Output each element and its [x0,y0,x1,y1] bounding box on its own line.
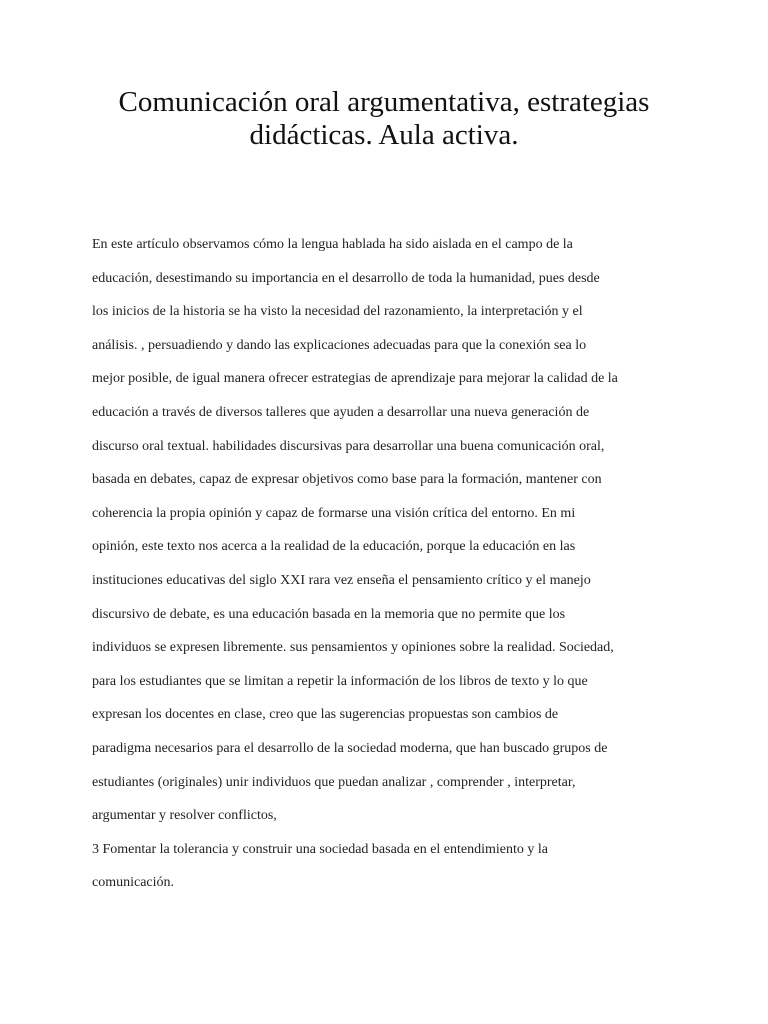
body-line: expresan los docentes en clase, creo que las sugerencias propuestas son cambios de [92,707,559,723]
body-line: para los estudiantes que se limitan a repetir la información de los libros de texto y lo que [92,673,588,689]
body-line: paradigma necesarios para el desarrollo de la sociedad moderna, que han buscado grupos de [92,740,608,756]
body-line: análisis. , persuadiendo y dando las explicaciones adecuadas para que la conexión sea lo [92,337,587,353]
body-line: basada en debates, capaz de expresar objetivos como base para la formación, mantener con [92,472,602,488]
body-line: discurso oral textual. habilidades discursivas para desarrollar una buena comunicación oral, [92,438,605,454]
body-line: instituciones educativas del siglo XXI rara vez enseña el pensamiento crítico y el manejo [92,572,591,588]
body-line: opinión, este texto nos acerca a la realidad de la educación, porque la educación en las [92,539,576,555]
document-title [60,86,708,152]
body-line: individuos se expresen libremente. sus pensamientos y opiniones sobre la realidad. Sociedad, [92,640,614,656]
body-line: estudiantes (originales) unir individuos que puedan analizar , comprender , interpretar, [92,774,576,790]
body-line: educación a través de diversos talleres que ayuden a desarrollar una nueva generación de [92,404,590,420]
point-line: comunicación. [92,875,175,891]
body-line: los inicios de la historia se ha visto la necesidad del razonamiento, la interpretación y el [92,304,583,320]
body-line: En este artículo observamos cómo la lengua hablada ha sido aislada en el campo de la [92,237,573,252]
title-line: didácticas. Aula activa. [249,119,519,151]
point-line: 3 Fomentar la tolerancia y construir una sociedad basada en el entendimiento y la [92,841,549,857]
document-body [92,228,692,900]
title-line: Comunicación oral argumentativa, estrategias [118,86,650,118]
body-line: educación, desestimando su importancia en el desarrollo de toda la humanidad, pues desde [92,270,600,286]
body-line: mejor posible, de igual manera ofrecer estrategias de aprendizaje para mejorar la calidad de la [92,371,618,387]
body-line: discursivo de debate, es una educación basada en la memoria que no permite que los [92,606,566,622]
body-line: argumentar y resolver conflictos, [92,808,277,824]
body-line: coherencia la propia opinión y capaz de formarse una visión crítica del entorno. En mi [92,505,576,521]
